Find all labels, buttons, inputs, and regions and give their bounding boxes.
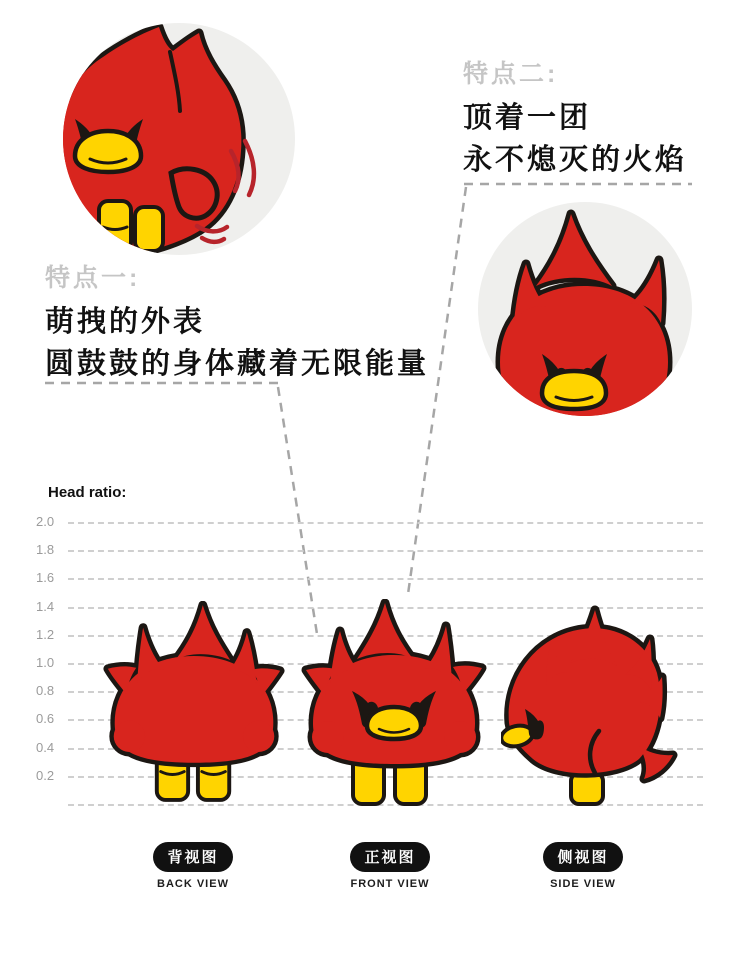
view-badge-side: 侧视图: [543, 842, 622, 872]
view-label-back: [133, 842, 253, 890]
beak-icon: [542, 371, 606, 409]
view-badge-back: 背视图: [153, 842, 232, 872]
head-ratio-title: Head ratio:: [48, 484, 127, 501]
view-caption-front: FRONT VIEW: [350, 878, 430, 890]
feature1-line1: 萌拽的外表: [45, 306, 206, 338]
feature1-line2: 圆鼓鼓的身体藏着无限能量: [45, 348, 430, 381]
feature2-tag: 特点二:: [463, 60, 559, 88]
grid-tick-label: 1.4: [36, 599, 55, 614]
grid-line: [68, 522, 703, 524]
grid-line: [68, 550, 703, 552]
character-side-view: [501, 605, 683, 806]
view-badge-front: 正视图: [350, 842, 429, 872]
feature2-pointer-line: [408, 187, 466, 594]
character-front-view: [299, 599, 489, 809]
flame-inset-circle: [478, 202, 692, 416]
view-label-side: [523, 842, 643, 890]
character-face-closeup-icon: [63, 23, 295, 255]
grid-tick-label: 0.2: [36, 768, 55, 783]
flame-head-icon: [478, 202, 692, 416]
view-label-front: [330, 842, 450, 890]
grid-tick-label: 1.8: [36, 542, 55, 557]
grid-tick-label: 2.0: [36, 514, 55, 529]
beak-icon: [75, 131, 141, 172]
feature2-line1: 顶着一团: [463, 102, 592, 134]
feature1-tag: 特点一:: [45, 264, 141, 292]
view-caption-side: SIDE VIEW: [550, 878, 616, 890]
grid-tick-label: 1.0: [36, 655, 55, 670]
grid-tick-label: 1.6: [36, 570, 55, 585]
feature1-block: [45, 258, 429, 385]
beak-icon: [367, 707, 421, 739]
closeup-inset-circle: [63, 23, 295, 255]
grid-line: [68, 578, 703, 580]
grid-tick-label: 1.2: [36, 627, 55, 642]
feature2-line2: 永不熄灭的火焰: [463, 144, 688, 177]
feature1-pointer-line: [278, 387, 317, 634]
feet-icon: [99, 201, 163, 251]
grid-tick-label: 0.8: [36, 683, 55, 698]
grid-tick-label: 0.6: [36, 711, 55, 726]
feature2-block: [463, 54, 687, 181]
grid-tick-label: 0.4: [36, 740, 55, 755]
character-back-view: [101, 601, 287, 807]
view-caption-back: BACK VIEW: [157, 878, 229, 890]
